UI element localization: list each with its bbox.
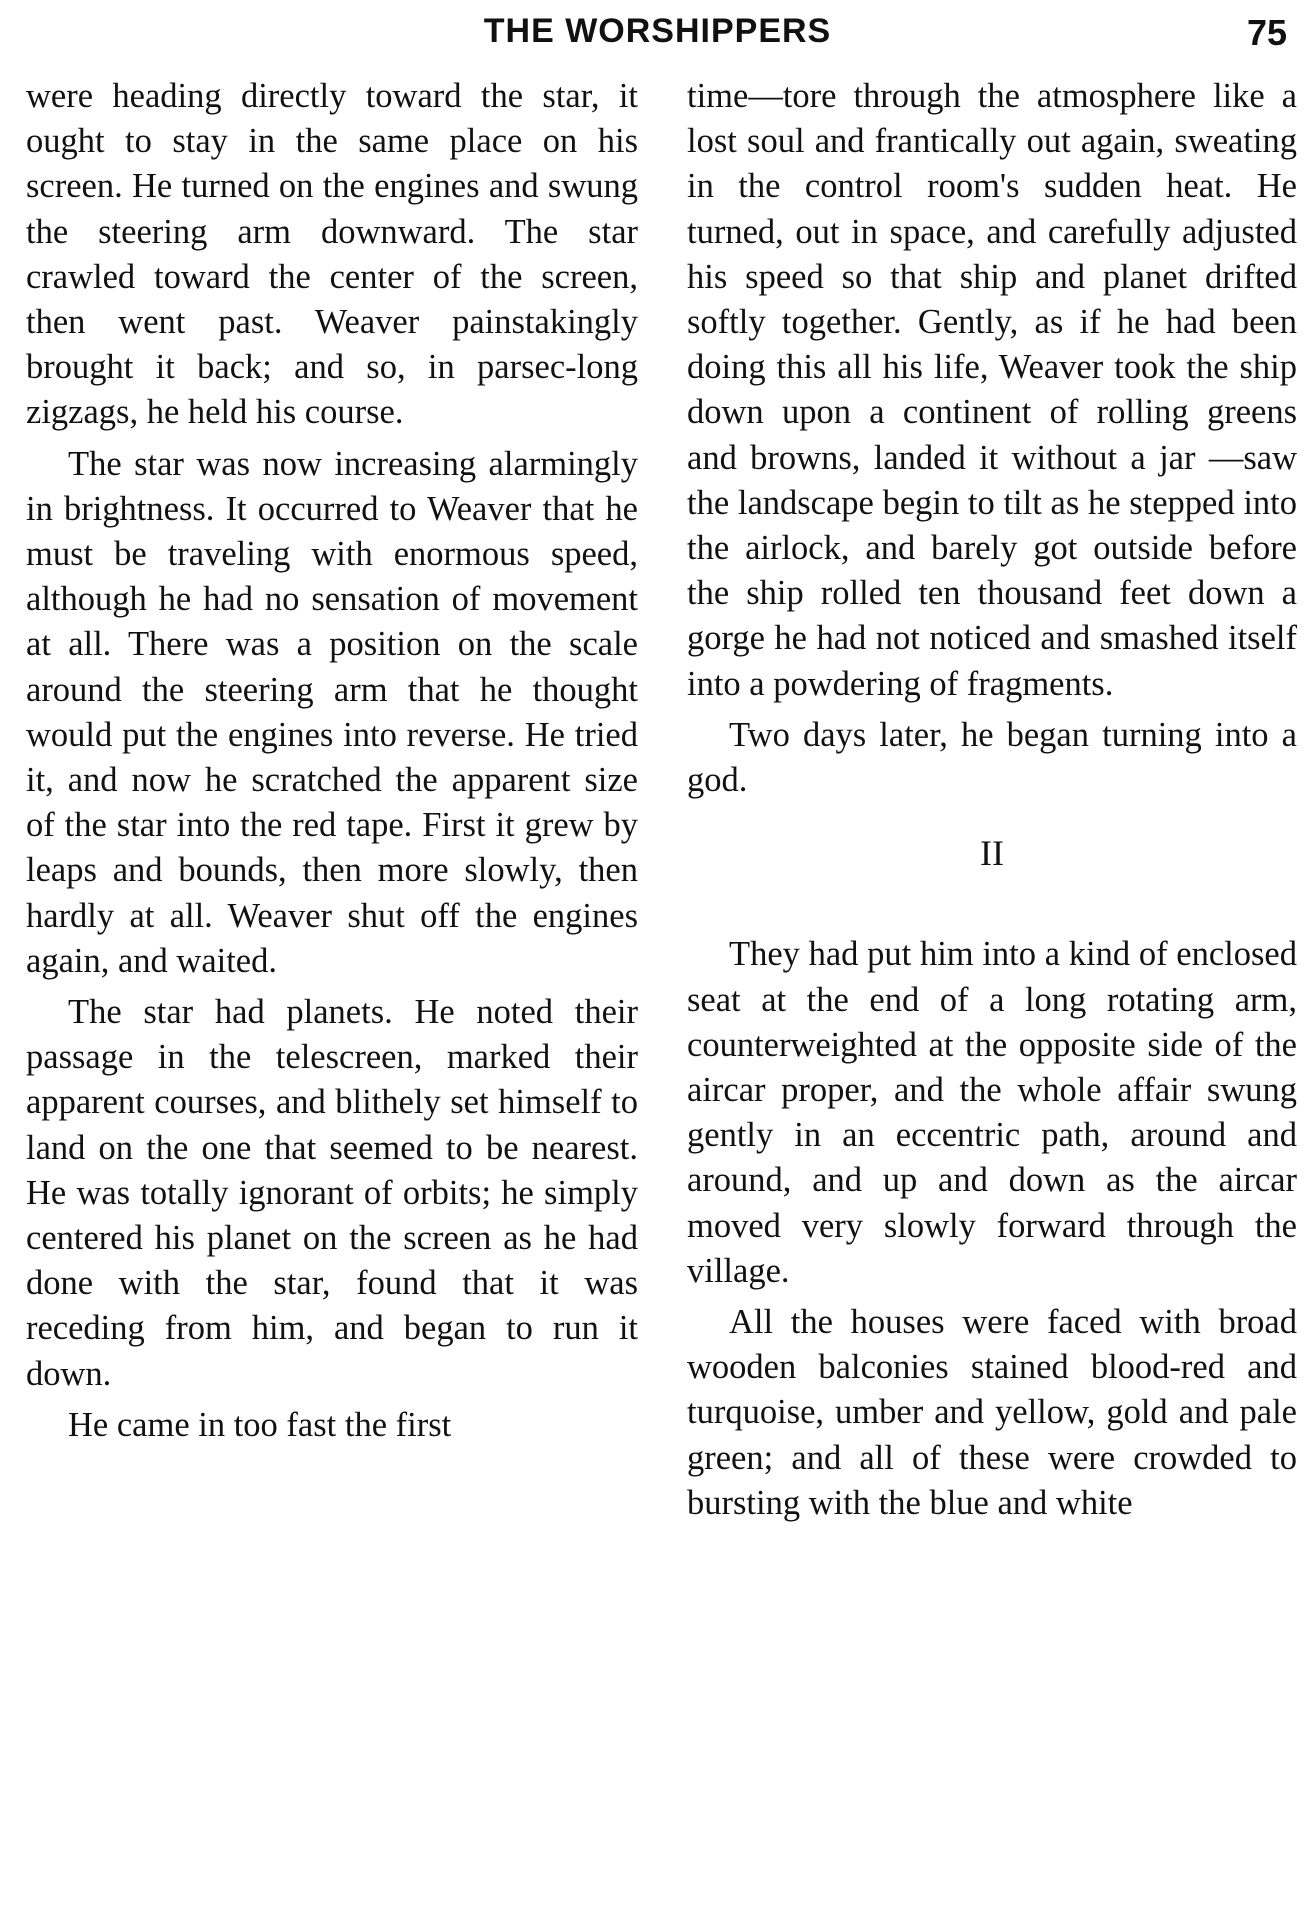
paragraph: The star had planets. He noted their passage in the telescreen, marked their apparent courses, and blithely set himself to land on the one that seemed to be nearest. He was totally ignorant of orbits; he simply centered his planet on the screen as he had done with the star, found that it was receding from him, and began to run it down.	[26, 993, 638, 1393]
paragraph: time—tore through the atmosphere like a lost soul and frantically out again, sweating in the control room's sudden heat. He turned, out in space, and carefully adjusted his speed so that ship and planet drifted softly together. Gently, as if he had been doing this all his life, Weaver took the ship down upon a continent of rolling greens and browns, landed it without a jar —saw the landscape begin to tilt as he stepped into the airlock, and barely got outside before the ship rolled ten thousand feet down a gorge he had not noticed and smashed itself into a powdering of fragments.	[687, 77, 1297, 703]
paragraph: The star was now increasing alarmingly in brightness. It occurred to Weaver that he must be traveling with enormous speed, although he had no sensation of movement at all. There was a position on the scale around the steering arm that he thought would put the engines into reverse. He tried it, and now he scratched the apparent size of the star into the red tape. First it grew by leaps and bounds, then more slowly, then hardly at all. Weaver shut off the engines again, and waited.	[26, 444, 638, 980]
left-column	[26, 74, 638, 1904]
paragraph: were heading directly toward the star, it ought to stay in the same place on his screen. He turned on the engines and swung the steering arm downward. The star crawled toward the center of the screen, then went past. Weaver painstakingly brought it back; and so, in parsec-long zigzags, he held his course.	[26, 77, 638, 432]
page-header	[0, 0, 1315, 70]
page-number: 75	[1246, 12, 1287, 53]
paragraph: He came in too fast the first	[68, 1405, 452, 1444]
section-heading: II	[980, 833, 1004, 874]
right-column	[687, 74, 1297, 1904]
paragraph: They had put him into a kind of enclosed seat at the end of a long rotating arm, counterweighted at the opposite side of the aircar proper, and the whole affair swung gently in an eccentric path, around and around, and up and down as the aircar moved very slowly forward through the village.	[687, 935, 1297, 1290]
paragraph: All the houses were faced with broad wooden balconies stained blood-red and turquoise, umber and yellow, gold and pale green; and all of these were crowded to bursting with the blue and white	[687, 1303, 1297, 1522]
running-title: THE WORSHIPPERS	[483, 12, 832, 50]
paragraph: Two days later, he began turning into a god.	[687, 715, 1297, 800]
